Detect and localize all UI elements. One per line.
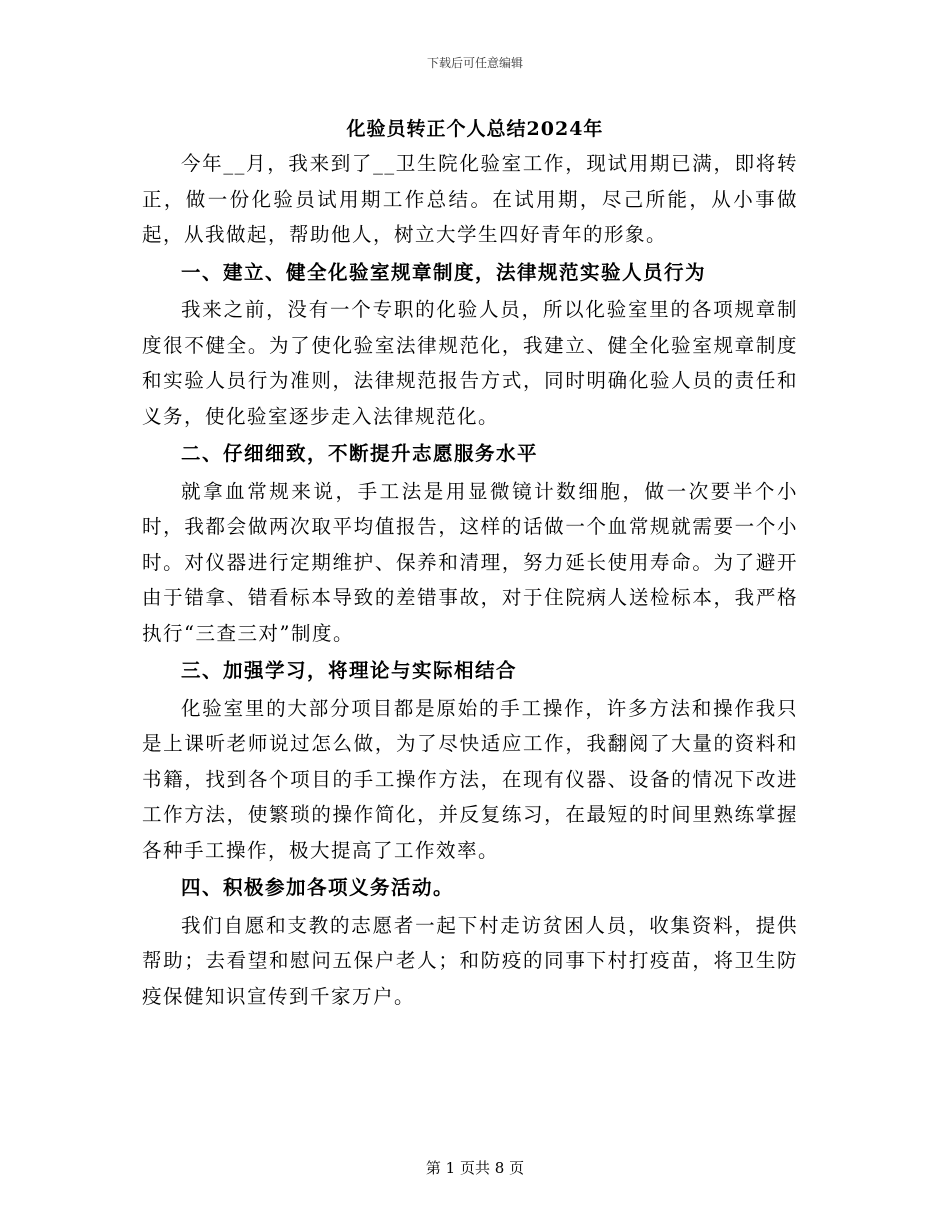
section-heading-3: 三、加强学习，将理论与实际相结合	[181, 659, 518, 682]
paragraph-section-4: 我们自愿和支教的志愿者一起下村走访贫困人员，收集资料，提供帮助；去看望和慰问五保户老人；和防疫的同事下村打疫苗，将卫生防疫保健知识宣传到千家万户。	[142, 913, 798, 1008]
section-heading-2: 二、仔细细致，不断提升志愿服务水平	[181, 442, 539, 465]
paragraph-section-3: 化验室里的大部分项目都是原始的手工操作，许多方法和操作我只是上课听老师说过怎么做，为了尽快适应工作，我翻阅了大量的资料和书籍，找到各个项目的手工操作方法，在现有仪器、设备的情况下改进工作方法，使繁琐的操作简化，并反复练习，在最短的时间里熟练掌握各种手工操作，极大提高了工作效率。	[142, 696, 798, 862]
paragraph-section-1: 我来之前，没有一个专职的化验人员，所以化验室里的各项规章制度很不健全。为了使化验室法律规范化，我建立、健全化验室规章制度和实验人员行为准则，法律规范报告方式，同时明确化验人员的责任和义务，使化验室逐步走入法律规范化。	[142, 298, 798, 428]
document-body	[142, 146, 798, 1014]
header-note: 下载后可任意编辑	[426, 56, 523, 70]
section-heading-1: 一、建立、健全化验室规章制度，法律规范实验人员行为	[181, 260, 707, 284]
paragraph-section-2: 就拿血常规来说，手工法是用显微镜计数细胞，做一次要半个小时，我都会做两次取平均值报告，这样的话做一个血常规就需要一个小时。对仪器进行定期维护、保养和清理，努力延长使用寿命。为了避开由于错拿、错看标本导致的差错事故，对于住院病人送检标本，我严格执行“三查三对”制度。	[142, 479, 798, 645]
section-heading-4: 四、积极参加各项义务活动。	[181, 876, 455, 899]
page-footer: 第 1 页共 8 页	[425, 1159, 525, 1177]
document-title: 化验员转正个人总结2024年	[346, 118, 604, 140]
paragraph-intro: 今年__月，我来到了__卫生院化验室工作，现试用期已满，即将转正，做一份化验员试用期工作总结。在试用期，尽己所能，从小事做起，从我做起，帮助他人，树立大学生四好青年的形象。	[142, 152, 798, 246]
